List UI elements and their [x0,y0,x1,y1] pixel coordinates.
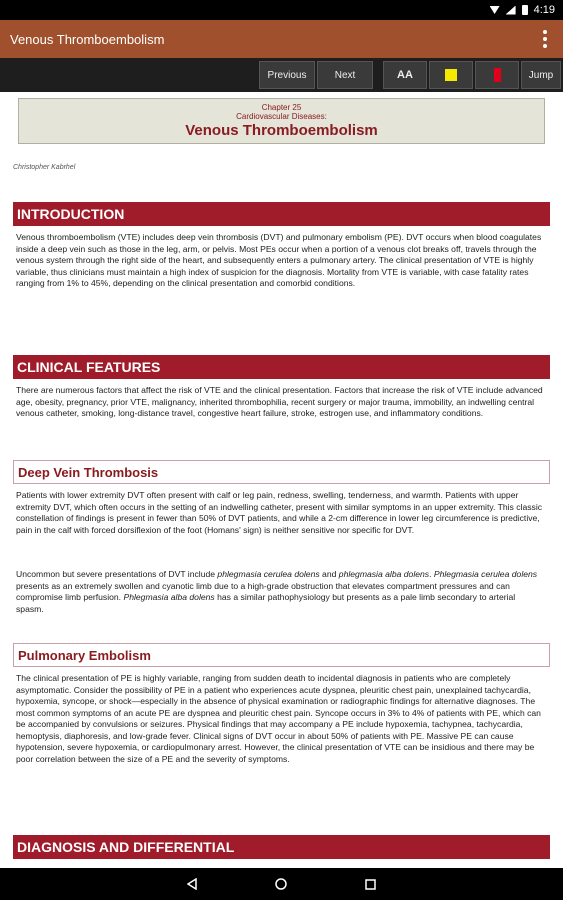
introduction-text: Venous thromboembolism (VTE) includes deep vein thrombosis (DVT) and pulmonary embolism (PE). DVT occurs when blood coagulates inside a deep vein such as those in the leg, arm, or pelvis. Most PEs occur when a portion of a venous clot breaks off, travels through the venous system through the right side of the heart, and subsequently enters a pulmonary artery. The clinical presentation of VTE is highly variable, thus clinicians must maintain a high index of suspicion for the diagnosis. Mortality from VTE is variable, with case fatality rates ranging from 1% to 45%, depending on the clinical presentation and comorbid conditions. [16,232,542,288]
app-title: Venous Thromboembolism [10,31,165,47]
section-heading-introduction: INTRODUCTION [13,202,550,226]
next-button[interactable]: Next [317,61,373,89]
clinical-features-text: There are numerous factors that affect the risk of VTE and the clinical presentation. Factors that increase the risk of VTE include advanced age, obesity, pregnancy, prior VTE, malignancy, inherited thrombophilia, recent surgery or major trauma, immobility, an indwelling central venous catheter, smoking, long-distance travel, congestive heart failure, stroke, estrogen use, and inflammatory conditions. [16,385,543,418]
recent-apps-icon[interactable] [365,879,376,890]
signal-icon [506,6,516,15]
pe-text: The clinical presentation of PE is highly variable, ranging from sudden death to incidental diagnosis in patients who are completely asymptomatic. Consider the possibility of PE in a patient who experiences acute dyspnea, pleuritic chest pain, unexplained tachycardia, hypoxemia, syncope, or shock—especially in the absence of physical examination or radiographic findings for alternative diagnoses. The most common symptoms of an acute PE are dyspnea and pleuritic chest pain. Syncope occurs in 3% to 4% of patients with PE, which can be accompanied by convulsions or seizures. Physical findings that may accompany a PE include hypoxemia, tachypnea, tachycardia, hemoptysis, diaphoresis, and low-grade fever. Clinical signs of DVT occur in about 50% of patients with PE. Massive PE can cause hypotension, severe hypoxemia, or cardiopulmonary arrest. However, the clinical presentation of VTE can be insidious and there may be poor correlation between the size of a PE and the severity of symptoms. [16,673,541,764]
subsection-heading-pe: Pulmonary Embolism [13,643,550,667]
highlight-red-button[interactable] [475,61,519,89]
wifi-icon [490,6,500,14]
status-time: 4:19 [533,4,555,16]
home-icon[interactable] [275,878,287,890]
back-icon[interactable] [187,878,197,890]
dvt-text-2: Uncommon but severe presentations of DVT include phlegmasia cerulea dolens and phlegmasia alba dolens. Phlegmasia cerulea dolens presents as an extremely swollen and cyanotic limb due to a high-grade obstruction that elevates compartment pressures and can compromise limb perfusion. Phlegmasia alba dolens has a similar pathophysiology but presents as a pale limb secondary to arterial spasm. [16,569,538,614]
jump-button[interactable]: Jump [521,61,561,89]
previous-button[interactable]: Previous [259,61,315,89]
yellow-swatch-icon [445,69,457,81]
section-heading-clinical-features: CLINICAL FEATURES [13,355,550,379]
chapter-header [18,98,545,144]
highlight-yellow-button[interactable] [429,61,473,89]
font-size-button[interactable]: AA [383,61,427,89]
system-nav-bar [0,868,563,900]
reader-toolbar [0,58,563,92]
dvt-text-1: Patients with lower extremity DVT often present with calf or leg pain, redness, swelling, tenderness, and warmth. Patients with upper extremity DVT, which often occurs in the setting of an indwelling catheter, present with similar symptoms in an upper extremity. This classic constellation of findings is present in fewer than 50% of DVT patients, and while a 2-cm difference in lower leg circumference is predictive, pain in the calf with forced dorsiflexion of the foot (Homans' sign) is neither sensitive nor specific for DVT. [16,490,543,535]
chapter-number: Chapter 25 [261,103,302,112]
app-bar [0,20,563,58]
section-heading-diagnosis: DIAGNOSIS AND DIFFERENTIAL [13,835,550,859]
chapter-category: Cardiovascular Diseases: [236,112,327,121]
subsection-heading-dvt: Deep Vein Thrombosis [13,460,550,484]
chapter-title: Venous Thromboembolism [185,122,378,139]
battery-icon [522,5,528,15]
overflow-menu-icon[interactable] [539,26,551,52]
red-swatch-icon [494,68,501,82]
chapter-content[interactable] [0,92,563,868]
author-name: Christopher Kabrhel [13,164,76,171]
status-bar [0,0,563,20]
